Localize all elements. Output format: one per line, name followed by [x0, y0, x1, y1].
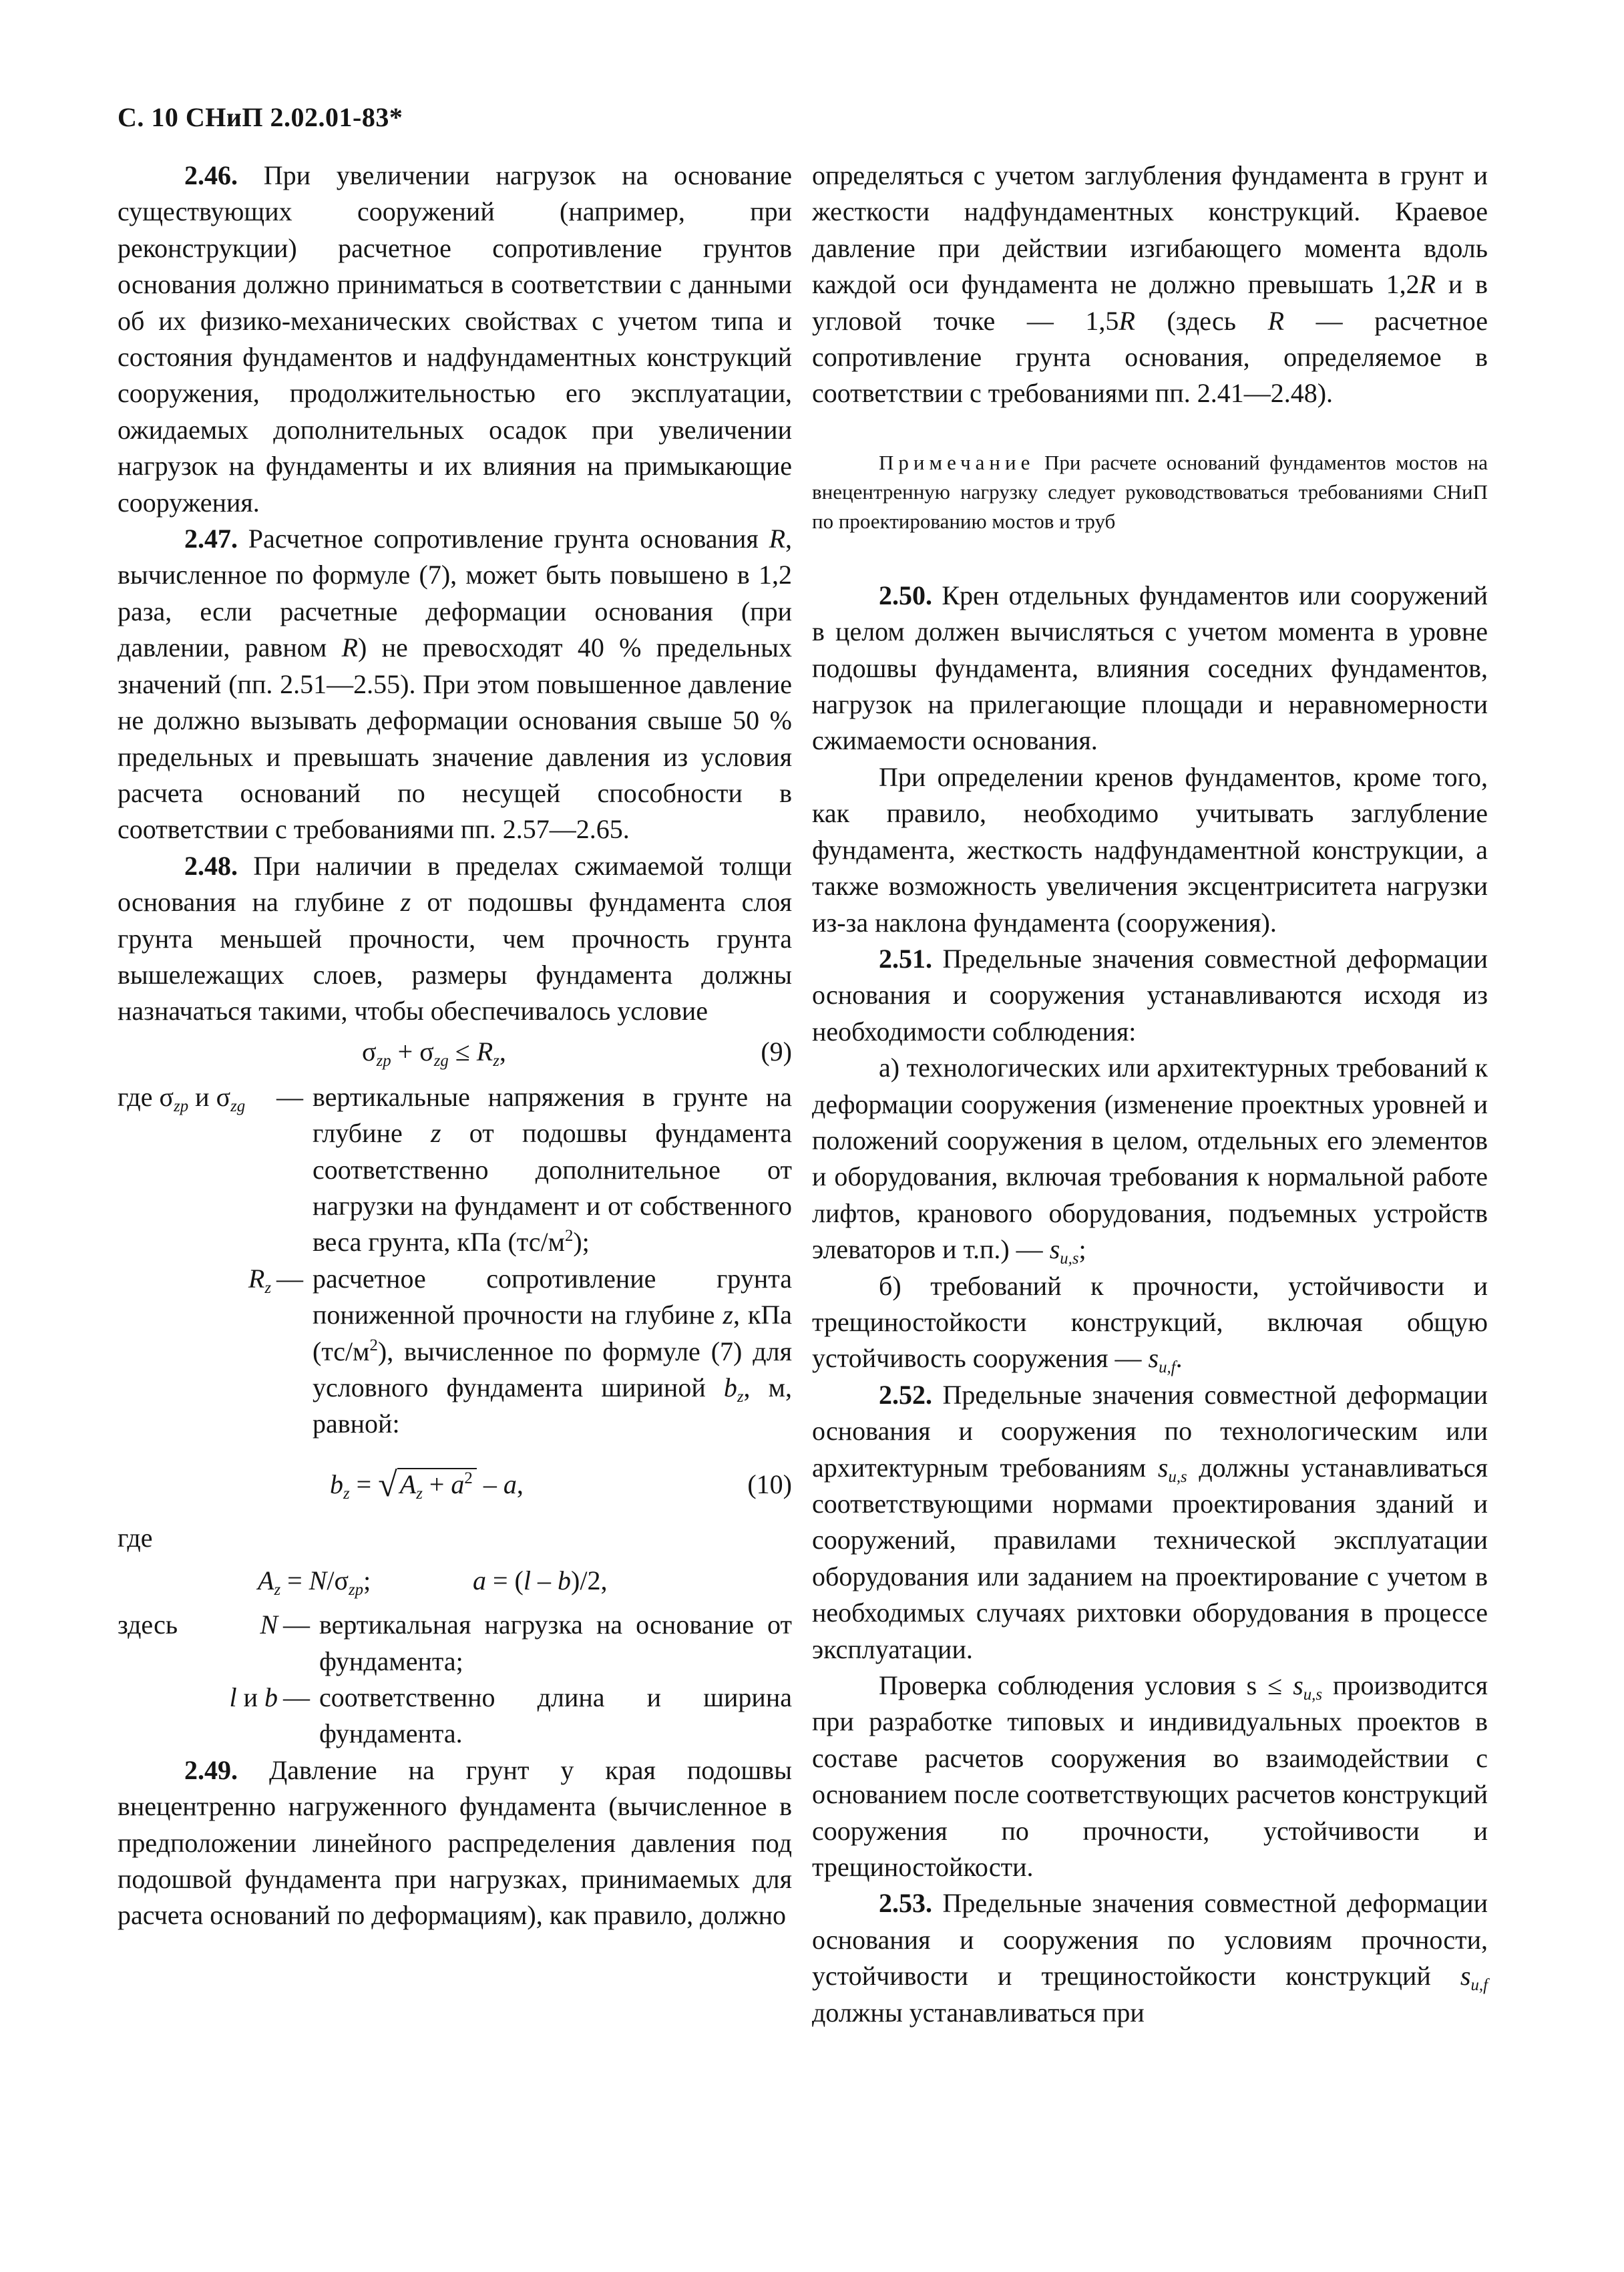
formula-az: $A_z = N/\sigma_{zp}$; a = (l – b)/2,: [258, 1565, 608, 1599]
formula-number: (9): [761, 1036, 792, 1067]
page-header: С. 10 СНиП 2.02.01-83*: [118, 102, 403, 132]
left-column: [118, 158, 792, 1934]
where-label: где: [118, 1522, 153, 1553]
clause-number: 2.49.: [184, 1754, 238, 1785]
definition-sigma: где $\sigma_{zp}$ и $\sigma_{zg}$ — вертикальные напряжения в грунте на глубине z от подошвы фундамента соответственно дополнительное от нагрузки на фундамент и от собственного веса грунта, кПа $(тс/м^2)$;: [118, 1081, 792, 1258]
formula-10: $b_z$ = √ $A_z + a^2 - a$, (10): [330, 1465, 792, 1504]
paragraph-2-52: 2.52. Предельные значения совместной деформации основания и сооружения по технологическим или архитектурным требованиям $s_{u,s}$ должны устанавливаться соответствующими нормами проектирования зданий и сооружений, правилами технической эксплуатации оборудования или заданием на проектирование с учетом в необходимых случаях рихтовки оборудования в процессе эксплуатации.: [812, 1379, 1488, 1664]
paragraph-2-49: 2.49. Давление на грунт у края подошвы внецентренно нагруженного фундамента (вычисленное в предположении линейного распределения давления под подошвой фундамента при нагрузках, принимаемых для расчета оснований по деформациям), как правило, должно: [118, 1754, 792, 1931]
paragraph-2-50-second: При определении кренов фундаментов, кроме того, как правило, необходимо учитывать заглубление фундамента, жесткость надфундаментной конструкции, а также возможность увеличения эксцентриситета нагрузки из-за наклона фундамента (сооружения).: [812, 761, 1488, 938]
formula-9: $\sigma_{zp} + \sigma_{zg} \le R_z$, (9): [118, 1030, 792, 1079]
clause-number: 2.52.: [879, 1379, 932, 1410]
definition-list-az: [118, 1607, 792, 1752]
definition-rz: $R_z$ — расчетное сопротивление грунта пониженной прочности на глубине z, кПа $(тс/м^2)$, вычисленное по формуле (7) для условного фундамента шириной $b_z$, м, равной:: [248, 1263, 792, 1439]
clause-number: 2.50.: [879, 580, 932, 610]
definition-l-b: l и b — соответственно длина и ширина фундамента.: [229, 1682, 792, 1749]
paragraph-2-47: 2.47. Расчетное сопротивление грунта основания R, вычисленное по формуле (7), может быть повышено в 1,2 раза, если расчетные деформации основания (при давлении, равном R) не превосходят 40 % предельных значений (пп. 2.51—2.55). При этом повышенное давление не должно вызывать деформации основания свыше 50 % предельных и превышать значение давления из условия расчета оснований по несущей способности в соответствии с требованиями пп. 2.57—2.65.: [118, 524, 793, 845]
paragraph-2-53: 2.53. Предельные значения совместной деформации основания и сооружения по условиям прочности, устойчивости и трещиностойкости конструкций $s_{u,f}$ должны устанавливаться при: [812, 1888, 1488, 2028]
list-item-b: б) требований к прочности, устойчивости и трещиностойкости конструкций, включая общую устойчивость сооружения — $s_{u,f}$.: [812, 1270, 1488, 1377]
clause-number: 2.53.: [879, 1888, 932, 1919]
clause-number: 2.48.: [184, 850, 238, 881]
paragraph-2-49-continued: определяться с учетом заглубления фундамента в грунт и жесткости надфундаментных конструкций. Краевое давление при действии изгибающего момента вдоль каждой оси фундамента не должно превышать 1,2R и в угловой точке — 1,5R (здесь R — расчетное сопротивление грунта основания, определяемое в соответствии с требованиями пп. 2.41—2.48).: [812, 160, 1488, 409]
paragraph-2-46: 2.46. При увеличении нагрузок на основание существующих сооружений (например, при реконструкции) расчетное сопротивление грунтов основания должно приниматься в соответствии с данными об их физико-механических свойствах с учетом типа и состояния фундаментов и надфундаментных конструкций сооружения, продолжительностью его эксплуатации, ожидаемых дополнительных осадок при увеличении нагрузок на фундаменты и их влияния на примыкающие сооружения.: [118, 160, 792, 518]
formula-number: (10): [747, 1469, 792, 1499]
paragraph-2-50: 2.50. Крен отдельных фундаментов или сооружений в целом должен вычисляться с учетом момента в уровне подошвы фундамента, влияния соседних фундаментов, нагрузок на прилегающие площади и неравномерности сжимаемости основания.: [812, 580, 1488, 756]
note-label: Примечание: [879, 450, 1035, 474]
paragraph-2-51: 2.51. Предельные значения совместной деформации основания и сооружения устанавливаются исходя из необходимости соблюдения:: [812, 943, 1488, 1047]
definition-list-9: [118, 1079, 792, 1443]
definition-n: здесь N — вертикальная нагрузка на основание от фундамента;: [118, 1610, 792, 1676]
paragraph-2-52-second: Проверка соблюдения условия $s \le s_{u,s}$ производится при разработке типовых и индивидуальных проектов в составе расчетов сооружения во взаимодействии с основанием после соответствующих расчетов конструкций сооружения по прочности, устойчивости и трещиностойкости.: [812, 1670, 1488, 1883]
list-item-a: а) технологических или архитектурных требований к деформации сооружения (изменение проектных уровней и положений сооружения в целом, отдельных его элементов и оборудования, включая требования к нормальной работе лифтов, кранового оборудования, подъемных устройств элеваторов и т.п.) — $s_{u,s}$;: [812, 1053, 1488, 1268]
clause-number: 2.46.: [184, 160, 238, 190]
paragraph-2-48: 2.48. При наличии в пределах сжимаемой толщи основания на глубине z от подошвы фундамента слоя грунта меньшей прочности, чем прочность грунта вышележащих слоев, размеры фундамента должны назначаться такими, чтобы обеспечивалось условие: [118, 850, 792, 1026]
note-paragraph: Примечание При расчете оснований фундаментов мостов на внецентренную нагрузку следует руководствоваться требованиями СНиП по проектированию мостов и труб: [812, 450, 1488, 533]
clause-number: 2.47.: [184, 524, 238, 554]
clause-number: 2.51.: [879, 943, 932, 974]
right-column: [812, 158, 1488, 2031]
